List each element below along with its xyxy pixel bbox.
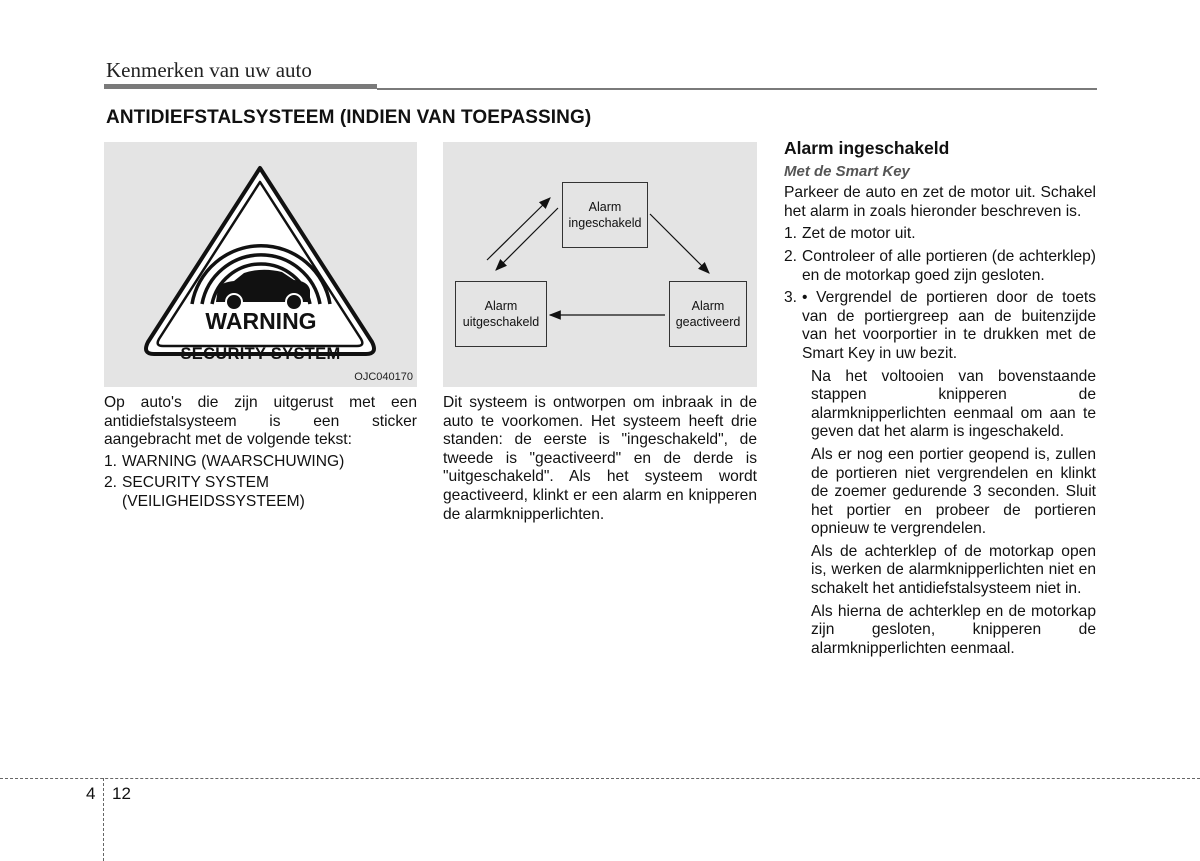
sticker-security-text: SECURITY SYSTEM [180, 345, 341, 363]
arrow-disarmed-to-armed [487, 198, 550, 260]
state-armed-line2: ingeschakeld [568, 216, 642, 230]
arrow-armed-to-activated [650, 214, 709, 273]
state-armed-line1: Alarm [588, 200, 622, 214]
page-number: 12 [112, 784, 131, 803]
list-item-text: WARNING (WAARSCHUWING) [122, 452, 345, 470]
header-rule-thin [377, 88, 1097, 90]
column-left [104, 394, 417, 512]
note-paragraph: Als de achterklep of de motorkap open is, werken de alarmknipperlichten niet en schakelt het antidiefstalsysteem niet in. [811, 542, 1096, 598]
step-text: Controleer of alle portieren (de achterklep) en de motorkap goed zijn gesloten. [802, 247, 1096, 284]
state-disarmed-line2: uitgeschakeld [462, 315, 540, 329]
system-description-text: Dit systeem is ontworpen om inbraak in de auto te voorkomen. Het systeem heeft drie standen: de eerste is "ingeschakeld", de tweede is "geactiveerd" en de derde is "uitgeschakeld". Als het systeem wordt geactiveerd, klinkt er een alarm en knipperen de alarmknipperlichten. [443, 394, 757, 523]
section-title: ANTIDIEFSTALSYSTEEM (INDIEN VAN TOEPASSING) [106, 107, 592, 128]
sticker-intro-text: Op auto's die zijn uitgerust met een antidiefstalsysteem is een sticker aangebracht met de volgende tekst: [104, 394, 417, 449]
note-paragraph: Als hierna de achterklep en de motorkap zijn gesloten, knipperen de alarmknipperlichten eenmaal. [811, 602, 1096, 657]
column-middle [443, 394, 757, 524]
page-header-title: Kenmerken van uw auto [106, 58, 312, 82]
footer-vertical-divider [103, 778, 104, 861]
step-number: 1. [784, 225, 798, 243]
footer-divider [0, 778, 1200, 779]
note-paragraph: Na het voltooien van bovenstaande stappen knipperen de alarmknipperlichten eenmaal om aan te geven dat het alarm is ingeschakeld. [811, 367, 1096, 441]
chapter-number: 4 [86, 784, 96, 803]
alarm-state-diagram [443, 142, 757, 387]
warning-sticker-figure [104, 142, 417, 387]
figure-code: OJC040170 [354, 371, 413, 383]
arrow-armed-to-disarmed [496, 208, 558, 270]
list-item-number: 2. [104, 474, 118, 492]
state-activated-line1: Alarm [691, 299, 725, 313]
diagram-arrows [443, 142, 757, 387]
alarm-armed-heading: Alarm ingeschakeld [784, 138, 950, 158]
state-disarmed-line1: Alarm [484, 299, 518, 313]
smart-key-subheading: Met de Smart Key [784, 162, 910, 180]
list-item-number: 1. [104, 452, 118, 470]
step-text: • Vergrendel de portieren door de toets van de portiergreep aan de buitenzijde van het voorportier in te drukken met de Smart Key in uw bezit. [802, 289, 1096, 362]
list-item-text: SECURITY SYSTEM (VEILIGHEIDSSYSTEEM) [122, 474, 305, 510]
armed-intro-text: Parkeer de auto en zet de motor uit. Schakel het alarm in zoals hieronder beschreven is. [784, 184, 1096, 220]
step-item [784, 248, 1096, 285]
note-paragraph: Als er nog een portier geopend is, zullen de portieren niet vergrendelen en klinkt de zoemer gedurende 3 seconden. Sluit het portier en probeer de portieren opnieuw te vergrendelen. [811, 445, 1096, 538]
step-number: 3. [784, 289, 798, 307]
step-text: Zet de motor uit. [802, 225, 916, 243]
column-right [784, 139, 1096, 658]
state-activated-line2: geactiveerd [675, 315, 741, 329]
header-rule-thick [104, 84, 377, 89]
step-number: 2. [784, 247, 798, 265]
step-item [784, 225, 1096, 244]
list-item [104, 474, 417, 511]
list-item [104, 453, 417, 472]
sticker-warning-text: WARNING [205, 308, 317, 334]
step-item [784, 289, 1096, 363]
